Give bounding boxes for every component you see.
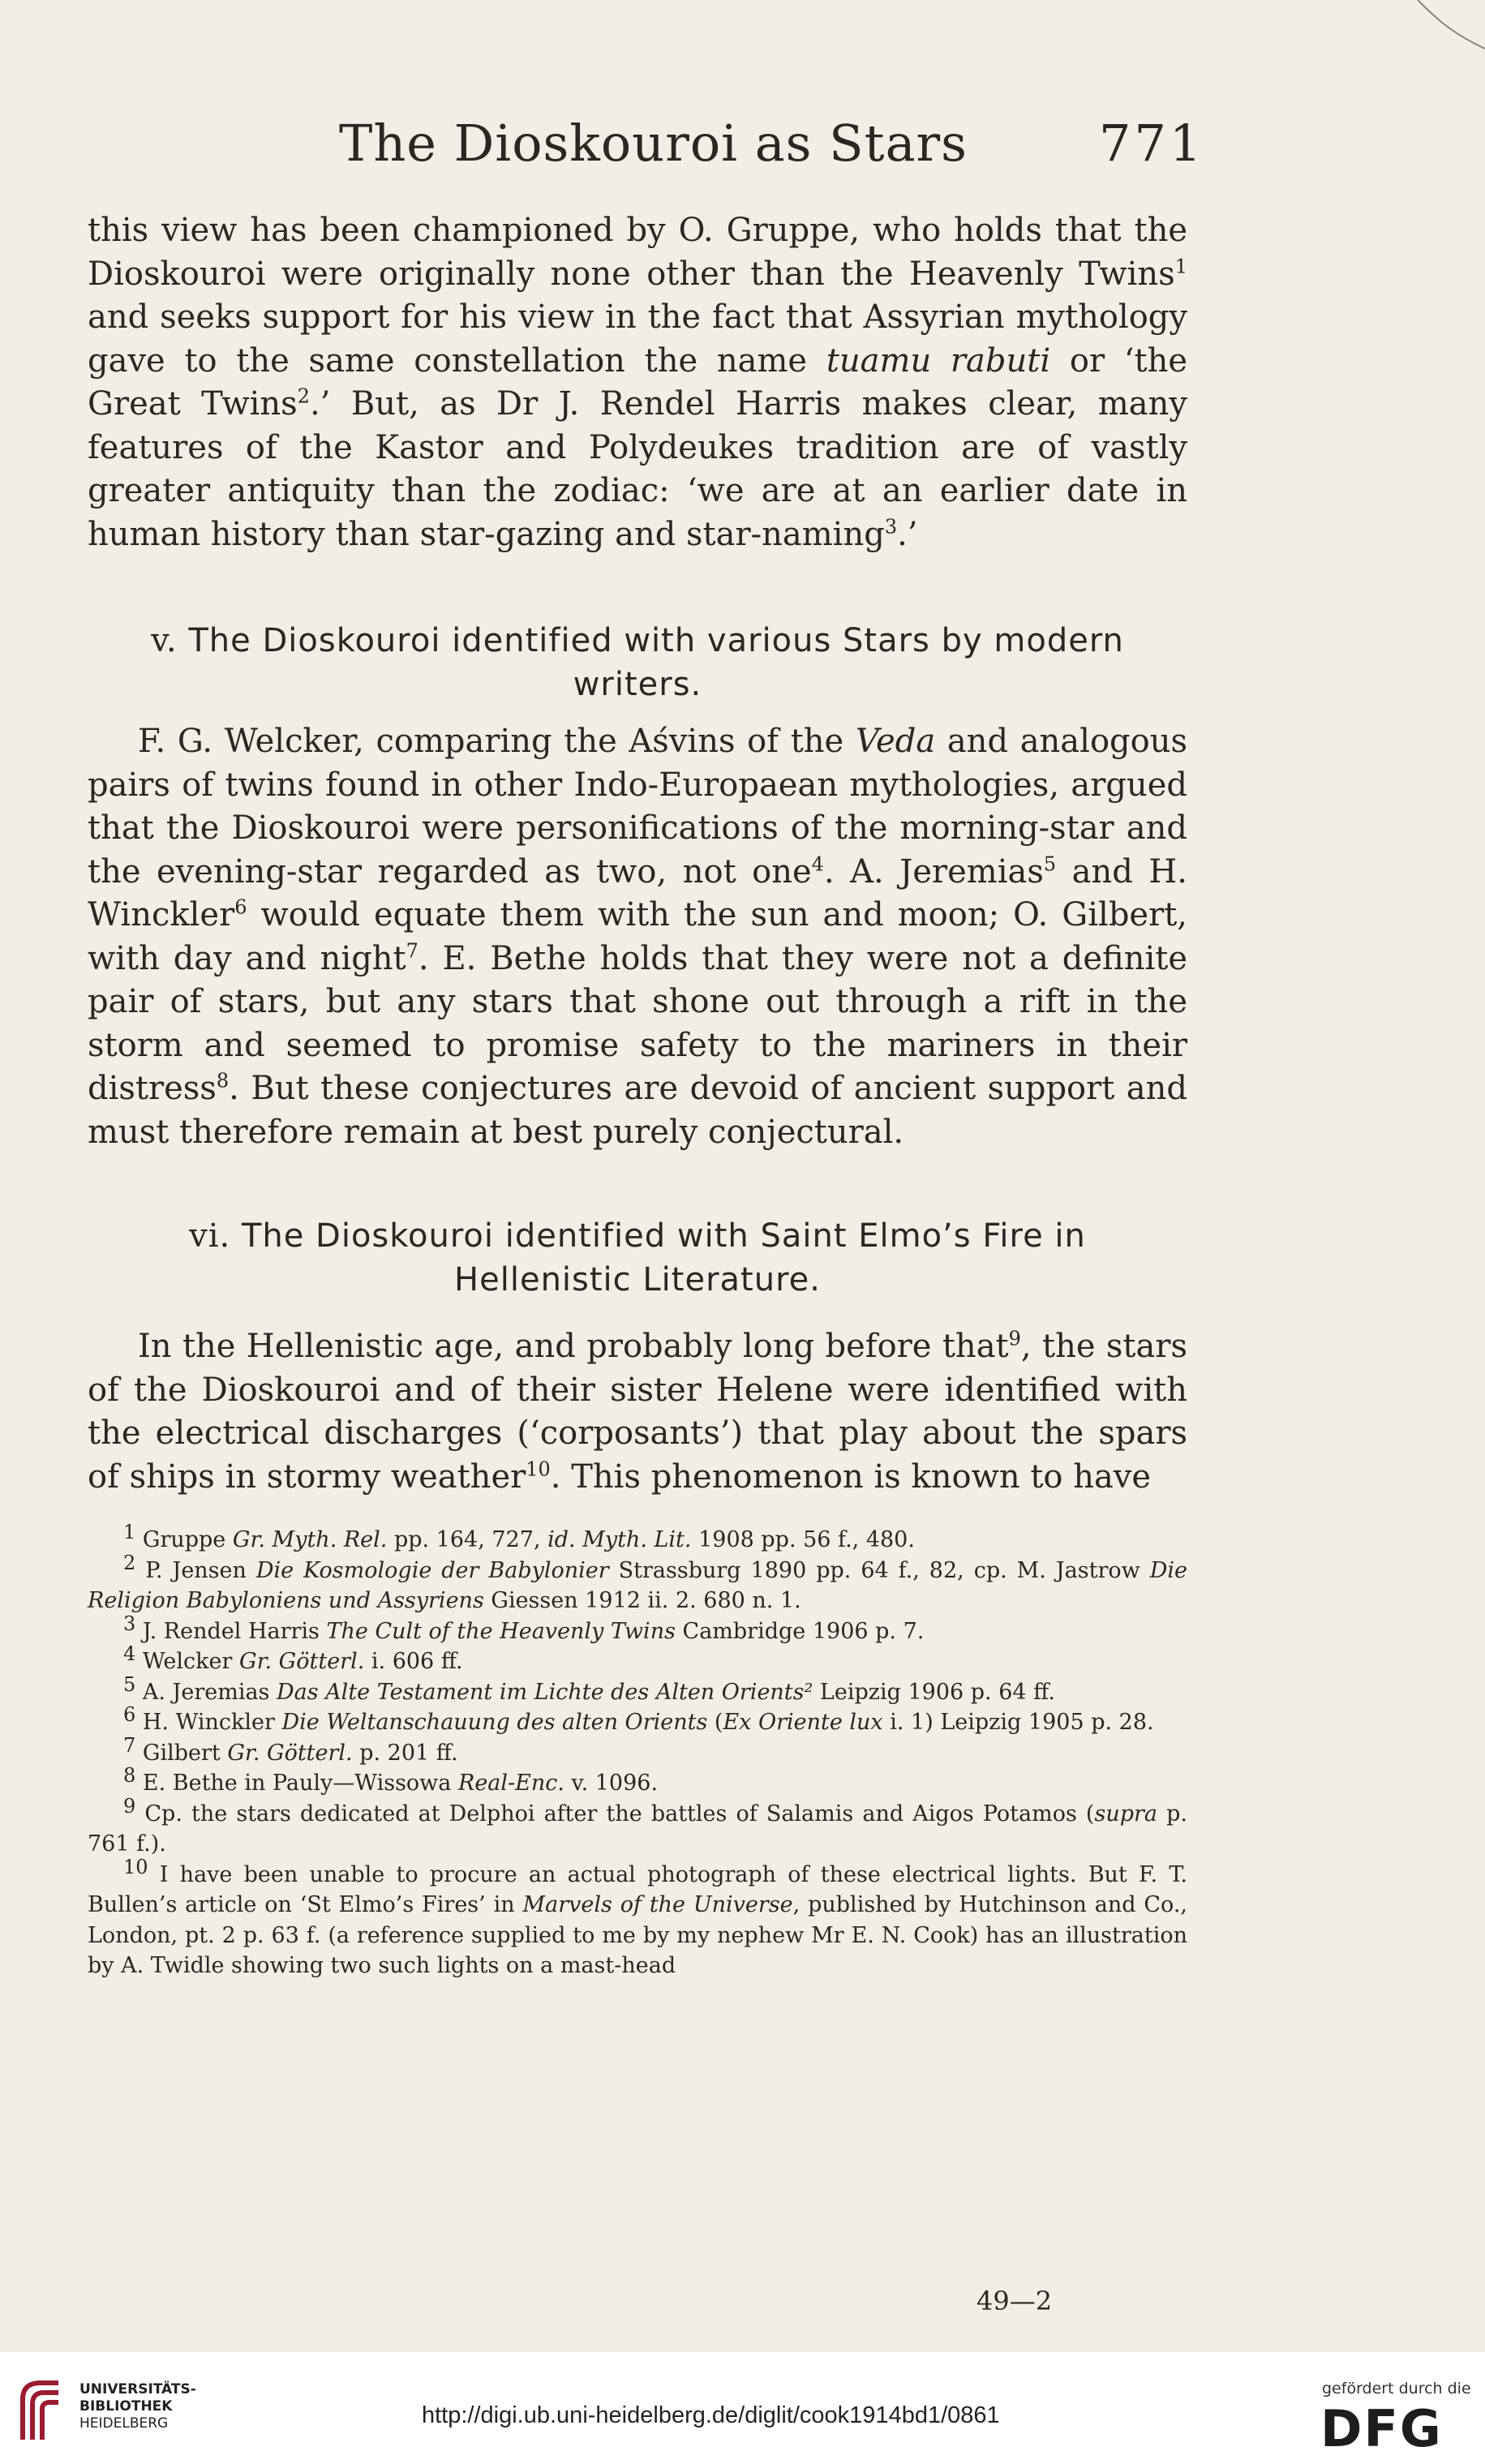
footnote-number: 5 [123, 1672, 136, 1696]
footnote-ref[interactable]: 1 [1174, 255, 1187, 278]
dfg-logo: DFG [1320, 2399, 1443, 2458]
page-corner-fold-icon [1401, 0, 1485, 65]
footnote-number: 2 [123, 1551, 136, 1574]
library-name: UNIVERSITÄTS- BIBLIOTHEK HEIDELBERG [79, 2381, 196, 2432]
paragraph-2: F. G. Welcker, comparing the Aśvins of the Veda and analogous pairs of twins found in other Indo-Europaean mythologies, argued that the Dioskouroi were personifications of the morning-star and the evening-star regarded as two, not one$^4$. A. Jeremias$^5$ and H. Winckler$^6$ would equate them with the sun and moon; O. Gilbert, with day and night$^7$. E. Bethe holds that they were not a definite pair of stars, but any stars that shone out through a rift in the storm and seemed to promise safety to the mariners in their distress$^8$. But these conjectures are devoid of ancient support and must therefore remain at best purely conjectural. [88, 723, 1187, 1151]
section-heading-v [88, 619, 1187, 706]
footnote-ref[interactable]: 7 [406, 939, 418, 963]
section-title-line2: Hellenistic Literature. [454, 1261, 821, 1299]
footnote-ref[interactable]: 9 [1008, 1327, 1021, 1350]
footnote-7: $^7$ Gilbert Gr. Götterl. p. 201 ff. [123, 1733, 458, 1766]
footnote-number: 4 [123, 1642, 136, 1665]
footnote-4: $^4$ Welcker Gr. Götterl. i. 606 ff. [123, 1642, 463, 1674]
footnote-number: 9 [123, 1794, 136, 1818]
digital-library-footer [0, 2352, 1485, 2464]
footnote-number: 6 [123, 1703, 136, 1726]
footnote-ref[interactable]: 10 [526, 1457, 551, 1481]
footnote-ref[interactable]: 8 [216, 1069, 230, 1092]
section-title-line2: writers. [573, 666, 702, 703]
footnote-number: 1 [123, 1521, 136, 1543]
footnote-number: 10 [123, 1855, 148, 1878]
page-number: 771 [1099, 114, 1205, 173]
funding-label: gefördert durch die [1322, 2380, 1471, 2397]
footnote-number: 3 [123, 1612, 136, 1635]
section-number: vi. [189, 1217, 231, 1255]
signature-mark: 49—2 [976, 2286, 1053, 2316]
footnote-10: $^{10}$ I have been unable to procure an actual photograph of these electrical lights. But F. T. Bullen’s article on ‘St Elmo’s Fires’ in Marvels of the Universe, published by Hutchinson and Co., London, pt. 2 p. 63 f. (a reference supplied to me by my nephew Mr E. N. Cook) has an illustration by A. Twidle showing two such lights on a mast-head [88, 1855, 1187, 1978]
running-header [0, 114, 1485, 187]
footnote-ref[interactable]: 3 [884, 515, 898, 539]
permalink-url[interactable]: http://digi.ub.uni-heidelberg.de/diglit/cook1914bd1/0861 [422, 2402, 1000, 2428]
section-number: v. [151, 622, 178, 659]
section-heading-vi [88, 1214, 1187, 1302]
footnote-6: $^6$ H. Winckler Die Weltanschauung des alten Orients (Ex Oriente lux i. 1) Leipzig 1905 p. 28. [123, 1703, 1154, 1735]
footnote-8: $^8$ E. Bethe in Pauly—Wissowa Real-Enc. v. 1096. [123, 1764, 659, 1796]
footnote-number: 7 [123, 1733, 136, 1757]
footnote-5: $^5$ A. Jeremias Das Alte Testament im Lichte des Alten Orients² Leipzig 1906 p. 64 ff. [123, 1672, 1055, 1705]
footnote-2: $^2$ P. Jensen Die Kosmologie der Babylonier Strassburg 1890 pp. 64 f., 82, cp. M. Jastrow Die Religion Babyloniens und Assyriens Giessen 1912 ii. 2. 680 n. 1. [88, 1551, 1187, 1613]
running-title: The Dioskouroi as Stars [339, 114, 968, 173]
footnote-ref[interactable]: 6 [234, 895, 247, 919]
footnote-ref[interactable]: 5 [1043, 852, 1057, 876]
footnotes [88, 1521, 1187, 1981]
paragraph-3: In the Hellenistic age, and probably long before that$^9$, the stars of the Dioskouroi and of their sister Helene were identified with the electrical discharges (‘corposants’) that play about the spars of ships in stormy weather$^{10}$. This phenomenon is known to have [88, 1327, 1188, 1496]
footnote-9: $^9$ Cp. the stars dedicated at Delphoi after the battles of Salamis and Aigos Potamos (supra p. 761 f.). [88, 1794, 1187, 1857]
footnote-1: $^1$ Gruppe Gr. Myth. Rel. pp. 164, 727, id. Myth. Lit. 1908 pp. 56 f., 480. [123, 1521, 915, 1552]
section-title-line1: The Dioskouroi identified with Saint Elmo’s Fire in [241, 1217, 1086, 1255]
university-library-logo-icon [16, 2376, 65, 2441]
section-title-line1: The Dioskouroi identified with various Stars by modern [188, 622, 1124, 659]
footnote-3: $^3$ J. Rendel Harris The Cult of the Heavenly Twins Cambridge 1906 p. 7. [123, 1612, 925, 1644]
paragraph-1: this view has been championed by O. Gruppe, who holds that the Dioskouroi were originally none other than the Heavenly Twins$^1$ and seeks support for his view in the fact that Assyrian mythology gave to the same constellation the name tuamu rabuti or ‘the Great Twins$^2$.’ But, as Dr J. Rendel Harris makes clear, many features of the Kastor and Polydeukes tradition are of vastly greater antiquity than the zodiac: ‘we are at an earlier date in human history than star-gazing and star-naming$^3$.’ [88, 212, 1188, 553]
footnote-ref[interactable]: 2 [297, 384, 310, 408]
footnote-ref[interactable]: 4 [811, 852, 824, 876]
footnote-number: 8 [123, 1764, 136, 1787]
